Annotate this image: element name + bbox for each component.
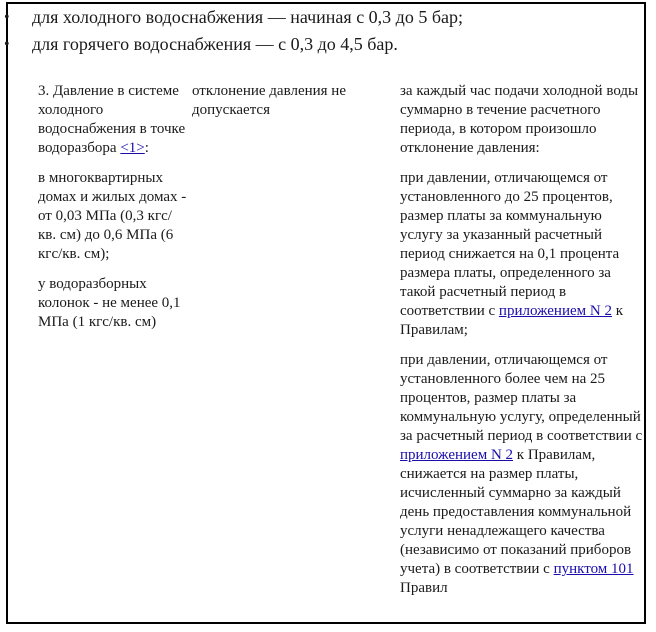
clause-101-link[interactable]: пунктом 101 (553, 561, 634, 577)
requirement-columns: у водоразборных колонок - не менее 0,1 МПа (1 кгс/кв. см) (38, 276, 181, 330)
rule1-text: при давлении, отличающемся от установленного до 25 процентов, размер платы за коммунальную услугу за указанный расчетный период снижается на 0,1 процента размера платы, определенного за такой расчетный период в соответствии с (400, 170, 620, 319)
requirement-apartments: в многоквартирных домах и жилых домах - от 0,03 МПа (0,3 кгс/кв. см) до 0,6 МПа (6 кгс/кв. см); (38, 170, 187, 262)
bullet-hot-water: • для горячего водоснабжения — с 0,3 до 4,5 бар. (26, 31, 463, 58)
rule2-text: при давлении, отличающемся от установленного более чем на 25 процентов, размер платы за коммунальную услугу, определенный за расчетный период в соответствии с (400, 352, 643, 444)
column-payment-rule (400, 82, 644, 598)
rule2-tail: Правил (400, 580, 448, 596)
payment-intro: за каждый час подачи холодной воды суммарно в течение расчетного периода, в котором произошло отклонение давления: (400, 83, 639, 156)
rule2-middle: к Правилам, снижается на размер платы, исчисленный суммарно за каждый день предоставления коммунальной услуги ненадлежащего качества (независимо от показаний приборов учета) в соответствии с (400, 447, 632, 577)
column-requirement (38, 82, 188, 332)
appendix-2-link[interactable]: приложением N 2 (498, 303, 612, 319)
payment-rule-over-25 (400, 351, 644, 598)
requirement-heading-text: 3. Давление в системе холодного водоснабжения в точке водоразбора (38, 83, 186, 156)
deviation-text: отклонение давления не допускается (192, 83, 346, 118)
requirement-heading (38, 82, 188, 158)
bullet-cold-water: • для холодного водоснабжения — начиная с 0,3 до 5 бар; (26, 4, 463, 31)
column-deviation (192, 82, 372, 120)
appendix-2-link-second[interactable]: приложением N 2 (400, 447, 514, 463)
pressure-bullet-list (26, 4, 463, 58)
heading-tail: : (144, 140, 149, 156)
payment-rule-under-25 (400, 169, 644, 340)
rule1-tail: к Правилам; (400, 303, 623, 338)
footnote-link[interactable]: <1> (120, 140, 145, 156)
